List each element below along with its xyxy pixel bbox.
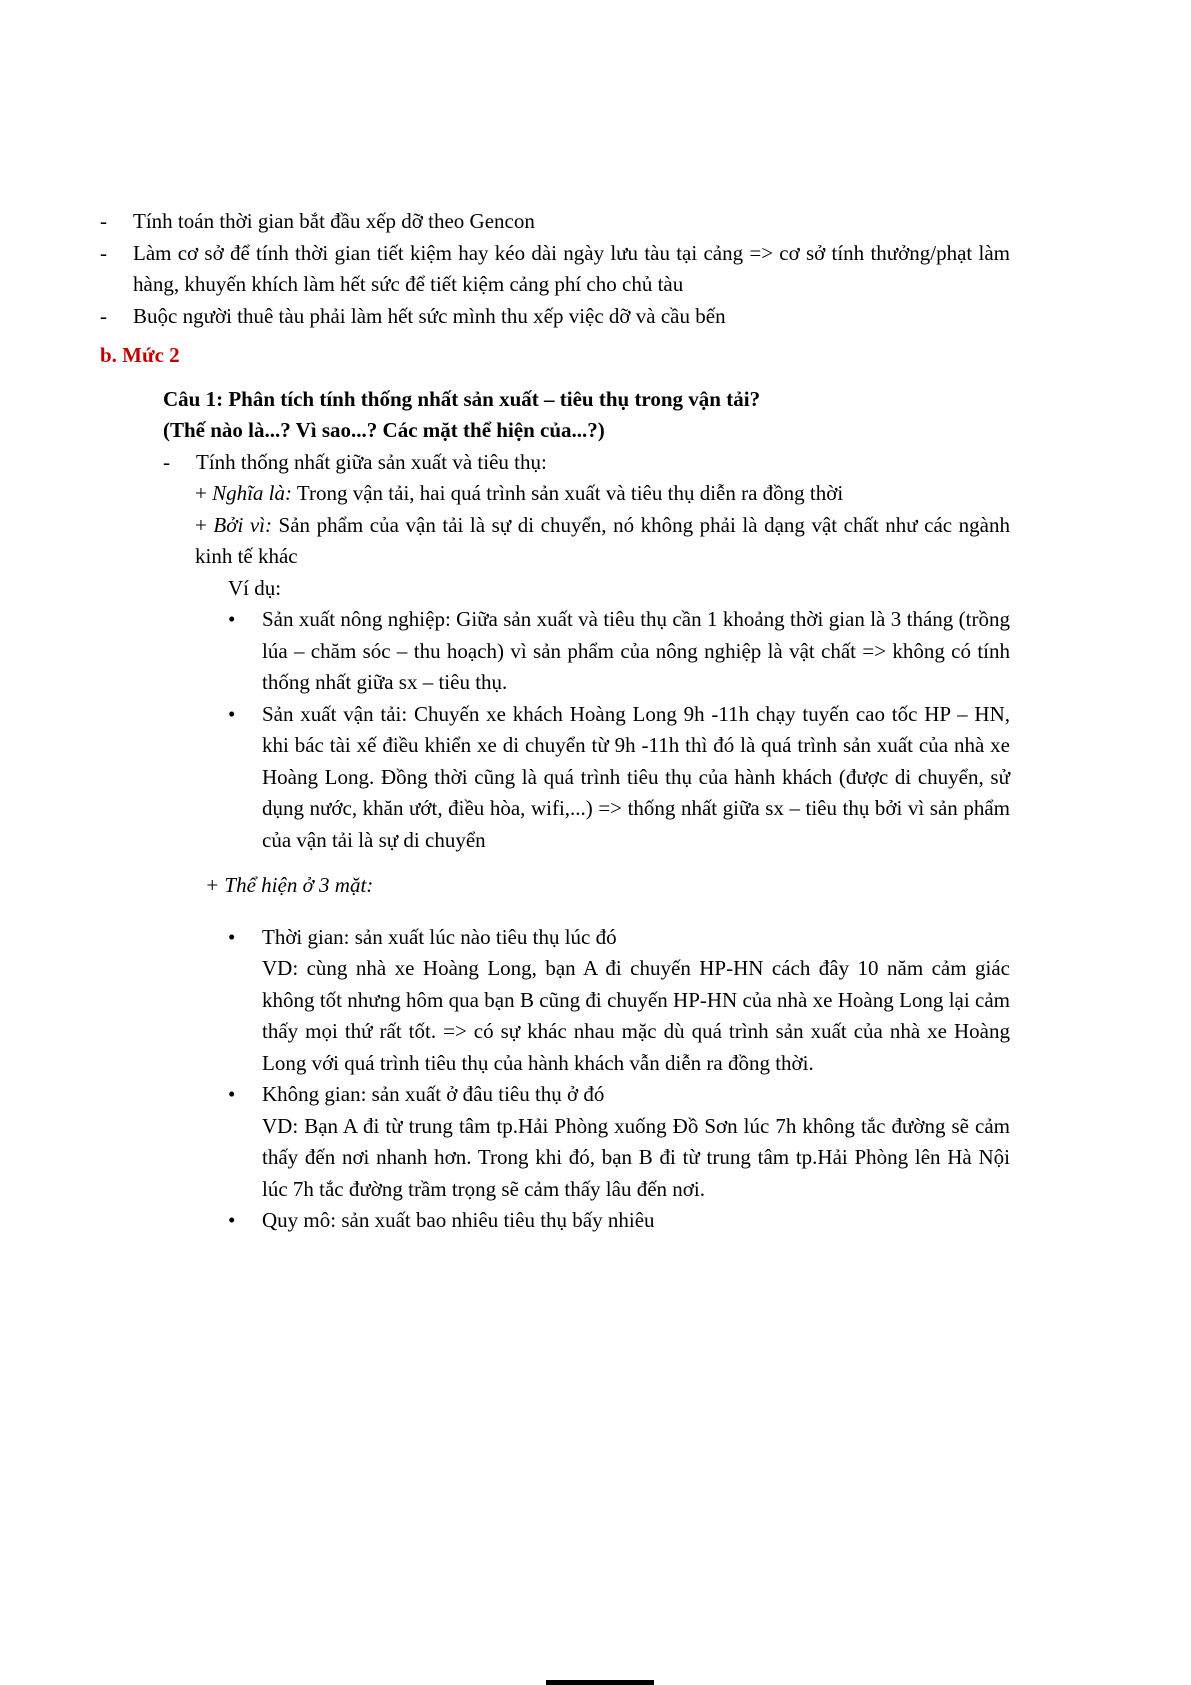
bullet-marker: • (228, 924, 236, 949)
list-item (100, 238, 1010, 301)
bullet-marker: • (228, 607, 236, 631)
aspects-lead: + Thể hiện ở 3 mặt: (205, 873, 374, 897)
list-item-text: Tính thống nhất giữa sản xuất và tiêu thụ: (196, 449, 547, 474)
plus-marker: + (195, 481, 207, 505)
list-item-text: Sản xuất vận tải: Chuyến xe khách Hoàng Long 9h -11h chạy tuyến cao tốc HP – HN, khi bác tài xế điều khiển xe di chuyển từ 9h -11h thì đó là quá trình sản xuất của nhà xe Hoàng Long. Đồng thời cũng là quá trình tiêu thụ của hành khách (được di chuyển, sử dụng nước, khăn ướt, điều hòa, wifi,...) => thống nhất giữa sx – tiêu thụ bởi vì sản phẩm của vận tải là sự di chuyển (262, 701, 1010, 852)
list-item (163, 447, 1010, 479)
bullet-marker: • (228, 701, 236, 726)
list-item (228, 1079, 1010, 1205)
plus-item (195, 478, 1010, 510)
aspect-title: Quy mô: sản xuất bao nhiêu tiêu thụ bấy nhiêu (262, 1208, 655, 1232)
dash-marker: - (100, 303, 107, 328)
list-item (228, 1205, 1010, 1237)
bullet-marker: • (228, 1208, 236, 1232)
list-item-text: Sản xuất nông nghiệp: Giữa sản xuất và tiêu thụ cần 1 khoảng thời gian là 3 tháng (trồng lúa – chăm sóc – thu hoạch) vì sản phẩm của nông nghiệp là vật chất => không có tính thống nhất giữa sx – tiêu thụ. (262, 607, 1010, 694)
plus-item-lead: Bởi vì: (213, 512, 272, 537)
plus-item-text: Trong vận tải, hai quá trình sản xuất và tiêu thụ diễn ra đồng thời (292, 481, 844, 505)
plus-item (195, 510, 1010, 573)
page-edge-bar (546, 1680, 654, 1685)
dash-marker: - (100, 209, 107, 233)
dash-marker: - (100, 240, 107, 265)
dash-marker: - (163, 449, 170, 474)
aspect-body: VD: Bạn A đi từ trung tâm tp.Hải Phòng xuống Đồ Sơn lúc 7h không tắc đường sẽ cảm thấy đến nơi nhanh hơn. Trong khi đó, bạn B đi từ trung tâm tp.Hải Phòng lên Hà Nội lúc 7h tắc đường trầm trọng sẽ cảm thấy lâu đến nơi. (262, 1113, 1010, 1201)
bullet-marker: • (228, 1082, 236, 1106)
example-label: Ví dụ: (228, 575, 282, 600)
list-item (228, 922, 1010, 1080)
aspect-body: VD: cùng nhà xe Hoàng Long, bạn A đi chuyến HP-HN cách đây 10 năm cảm giác không tốt nhưng hôm qua bạn B cũng đi chuyến HP-HN của nhà xe Hoàng Long lại cảm thấy mọi thứ rất tốt. => có sự khác nhau mặc dù quá trình sản xuất của nhà xe Hoàng Long với quá trình tiêu thụ của hành khách vẫn diễn ra đồng thời. (262, 956, 1010, 1075)
question-subtitle: (Thế nào là...? Vì sao...? Các mặt thể hiện của...?) (163, 418, 605, 442)
list-item (100, 301, 1010, 333)
list-item-text: Làm cơ sở để tính thời gian tiết kiệm hay kéo dài ngày lưu tàu tại cảng => cơ sở tính thưởng/phạt làm hàng, khuyến khích làm hết sức để tiết kiệm cảng phí cho chủ tàu (133, 240, 1010, 296)
section-heading: b. Mức 2 (100, 343, 180, 367)
bullet-group-examples (228, 604, 1010, 856)
list-item (228, 699, 1010, 857)
question-block (163, 384, 1010, 447)
plus-item-text: Sản phẩm của vận tải là sự di chuyển, nó không phải là dạng vật chất như các ngành kinh tế khác (195, 512, 1010, 568)
plus-item-lead: Nghĩa là: (212, 481, 293, 505)
aspect-title: Không gian: sản xuất ở đâu tiêu thụ ở đó (262, 1082, 605, 1106)
list-item-text: Tính toán thời gian bắt đầu xếp dỡ theo Gencon (133, 209, 535, 233)
question-title: Câu 1: Phân tích tính thống nhất sản xuất – tiêu thụ trong vận tải? (163, 386, 761, 411)
list-item (100, 206, 1010, 238)
aspect-title: Thời gian: sản xuất lúc nào tiêu thụ lúc đó (262, 924, 617, 949)
bullet-group-aspects (228, 922, 1010, 1237)
plus-marker: + (195, 512, 207, 537)
list-item-text: Buộc người thuê tàu phải làm hết sức mình thu xếp việc dỡ và cầu bến (133, 303, 726, 328)
list-item (228, 604, 1010, 699)
